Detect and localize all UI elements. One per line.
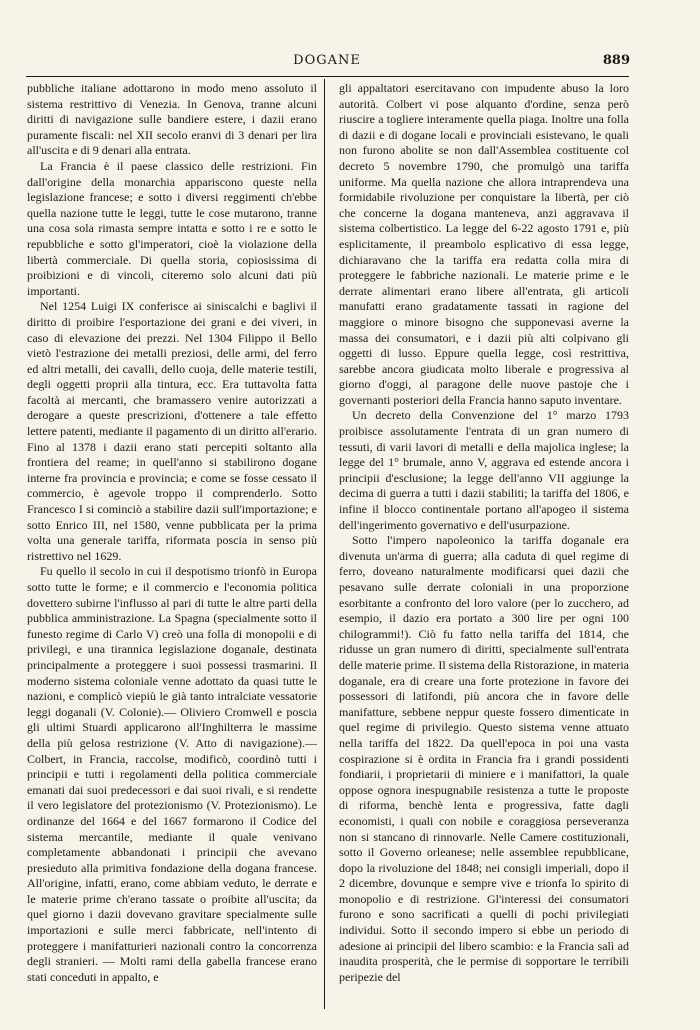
paragraph: Sotto l'impero napoleonico la tariffa doganale era divenuta un'arma di guerra; alla caduta di quel regime di ferro, doveano naturalmente modificarsi quei dazii che pesavano sulle derrate coloniali in una proporzione esorbitante a confronto del loro valore (per lo zucchero, ad esempio, il dazio era portato a 300 lire per ogni 100 chilogrammi!). Ciò fu fatto nella tariffa del 1814, che ridusse un gran numero di diritti, specialmente sull'entrata delle materie prime. Il sistema della Ristorazione, in materia doganale, era di creare una forte protezione in favore dei possessori di latifondi, più ancora che in favore delle manifatture, sebbene neppur queste fossero dimenticate in quel regime di privilegio. Questo sistema venne attuato nella tariffa del 1822. Da quell'epoca in poi una vasta cospirazione si è ordita in Francia fra i grandi possidenti fondiarii, i proprietarii di miniere e i manifattori, la quale oppose ognora inespugnabile resistenza a tutte le proposte di riforma, benchè lenta e progressiva, fatte dagli economisti, i quali con nobile e coraggiosa perseveranza non si stancano di rinnovarle. Nelle Camere costituzionali, sotto il Governo orleanese; nelle assemblee repubblicane, dopo la rivoluzione del 1848; nei consigli imperiali, dopo il 2 dicembre, dovunque e sempre vive e trionfa lo spirito di monopolio e di restrizione. Gl'interessi dei consumatori furono e sono sacrificati a quelli di pochi privilegiati individui. Sotto il secondo impero si ebbe un periodo di adesione ai principii del libero scambio: e la Francia salì ad inaudita prosperità, che le permise di sopportare le terribili peripezie del — [339, 533, 629, 984]
paragraph: gli appaltatori esercitavano con impudente abuso la loro autorità. Colbert vi pose alquanto d'ordine, senza però riuscire a togliere interamente quella piaga. Inoltre una folla di dazii e di dogane locali e provinciali esistevano, le quali non furono abolite se non dall'Assemblea costituente col decreto 5 novembre 1790, che promulgò una tariffa uniforme. Ma quella nazione che allora intraprendeva una formidabile rivoluzione per conquistare la libertà, per ciò che concerne la dogana manteneva, anzi aggravava il sistema colbertistico. La legge del 6-22 agosto 1791 e, più esplicitamente, il preambolo esplicativo di essa legge, dichiaravano che la tariffa era redatta colla mira di proteggere le fabbriche nazionali. Le materie prime e le derrate alimentari erano libere all'entrata, gli articoli manufatti erano gradatamente tassati in ragione del maggiore o minore bisogno che supponevasi averne la massa dei consumatori, e i dazii più alti colpivano gli oggetti di lusso. Eppure quella legge, così restrittiva, sarebbe ancora giudicata molto liberale e progressiva al giorno d'oggi, al paragone delle nuove pastoje che i governanti posteriori della Francia hanno saputo inventare. — [339, 81, 629, 407]
header-rule — [26, 76, 629, 77]
paragraph: pubbliche italiane adottarono in modo meno assoluto il sistema restrittivo di Venezia. In Genova, tranne alcuni diritti di navigazione sulle bandiere estere, i dazii erano puramente fiscali: nel XII secolo eranvi di 3 denari per lira all'uscita e di 9 denari alla entrata. — [27, 81, 317, 158]
left-column — [27, 81, 317, 1011]
page-number: 889 — [602, 53, 630, 68]
column-divider — [324, 79, 325, 1009]
right-column — [339, 81, 629, 1011]
paragraph: Nel 1254 Luigi IX conferisce ai siniscalchi e baglivi il diritto di proibire l'esportazione dei grani e dei viveri, in caso di elevazione dei prezzi. Nel 1304 Filippo il Bello vietò l'estrazione dei metalli preziosi, delle armi, del ferro ed altri metalli, dei cavalli, dello cuoja, delle materie testili, degli oggetti proprii alla tintura, ecc. Era tuttavolta fatta facoltà ai mercanti, che bramassero venire autorizzati a derogare a queste prescrizioni, d'ottenere a tale effetto lettere patenti, mediante il pagamento di un diritto all'erario. Fino al 1378 i dazii erano stati percepiti soltanto alla frontiera del reame; in quell'anno si stabilirono dogane interne fra provincia e provincia; e come se fosse cessato il commercio, è agevole troppo il comprenderlo. Sotto Francesco I si cominciò a stabilire dazii sull'importazione; e sotto Enrico III, nel 1580, venne pubblicata per la prima volta una generale tariffa, riformata poscia in senso più ristrettivo nel 1629. — [27, 299, 317, 563]
paragraph: La Francia è il paese classico delle restrizioni. Fin dall'origine della monarchia appariscono queste nella legislazione francese; e sotto i diversi reggimenti ch'ebbe quella nazione tutte le leggi, tutte le cose mutarono, tranne una cosa sola rimasta sempre intatta e sotto i re e sotto le repubbliche e sotto gl'imperatori, cioè la violazione della libertà commerciale. Di quella storia, copiosissima di proibizioni e di vincoli, citeremo solo alcuni dati più importanti. — [27, 158, 317, 298]
paragraph: Un decreto della Convenzione del 1° marzo 1793 proibisce assolutamente l'entrata di un gran numero di tessuti, di varii lavori di metalli e della majolica inglese; la legge del 1° brumale, anno V, aggrava ed estende ancora i principii d'esclusione; la legge dell'anno VII aggiunge la decima di guerra a tutti i dazii stabiliti; la tariffa del 1806, e infine il blocco continentale portano all'apogeo il sistema dell'ingerimento governativo e dell'usurpazione. — [339, 408, 629, 532]
running-title: DOGANE — [293, 53, 361, 68]
paragraph: Fu quello il secolo in cui il despotismo trionfò in Europa sotto tutte le forme; e il commercio e l'economia politica dovettero subirne l'influsso al pari di tutte le altre parti della pubblica amministrazione. La Spagna (specialmente sotto il funesto regime di Carlo V) creò una folla di monopolii e di privilegi, e una tirannica legislazione doganale, destinata principalmente a proteggere i suoi possessi trasmarini. Il moderno sistema coloniale venne adottato da quasi tutte le nazioni, e complicò viepiù le già tanto intralciate vessatorie leggi doganali (V. Colonie).— Oliviero Cromwell e poscia gli ultimi Stuardi applicarono all'Inghilterra le massime della più gelosa restrizione (V. Atto di navigazione).— Colbert, in Francia, raccolse, modificò, coordinò tutti i principii e tutti i regolamenti della politica commerciale emanati dai suoi predecessori e dai suoi rivali, e si rendette il vero legislatore del protezionismo (V. Protezionismo). Le ordinanze del 1664 e del 1667 formarono il Codice del sistema mercantile, mediante il quale venivano completamente abbandonati i principii che avevano presieduto alla primitiva fondazione della dogana francese. All'origine, infatti, erano, come abbiam veduto, le derrate e le materie prime ch'erano tassate o proibite all'uscita; da quel giorno i dazii dovevano gravitare specialmente sulle importazioni e sulle merci fabbricate, nell'intento di proteggere i manifatturieri nazionali contro la concorrenza degli stranieri. — Molti rami della gabella francese erano stati conceduti in appalto, e — [27, 564, 317, 984]
running-header — [26, 53, 628, 73]
